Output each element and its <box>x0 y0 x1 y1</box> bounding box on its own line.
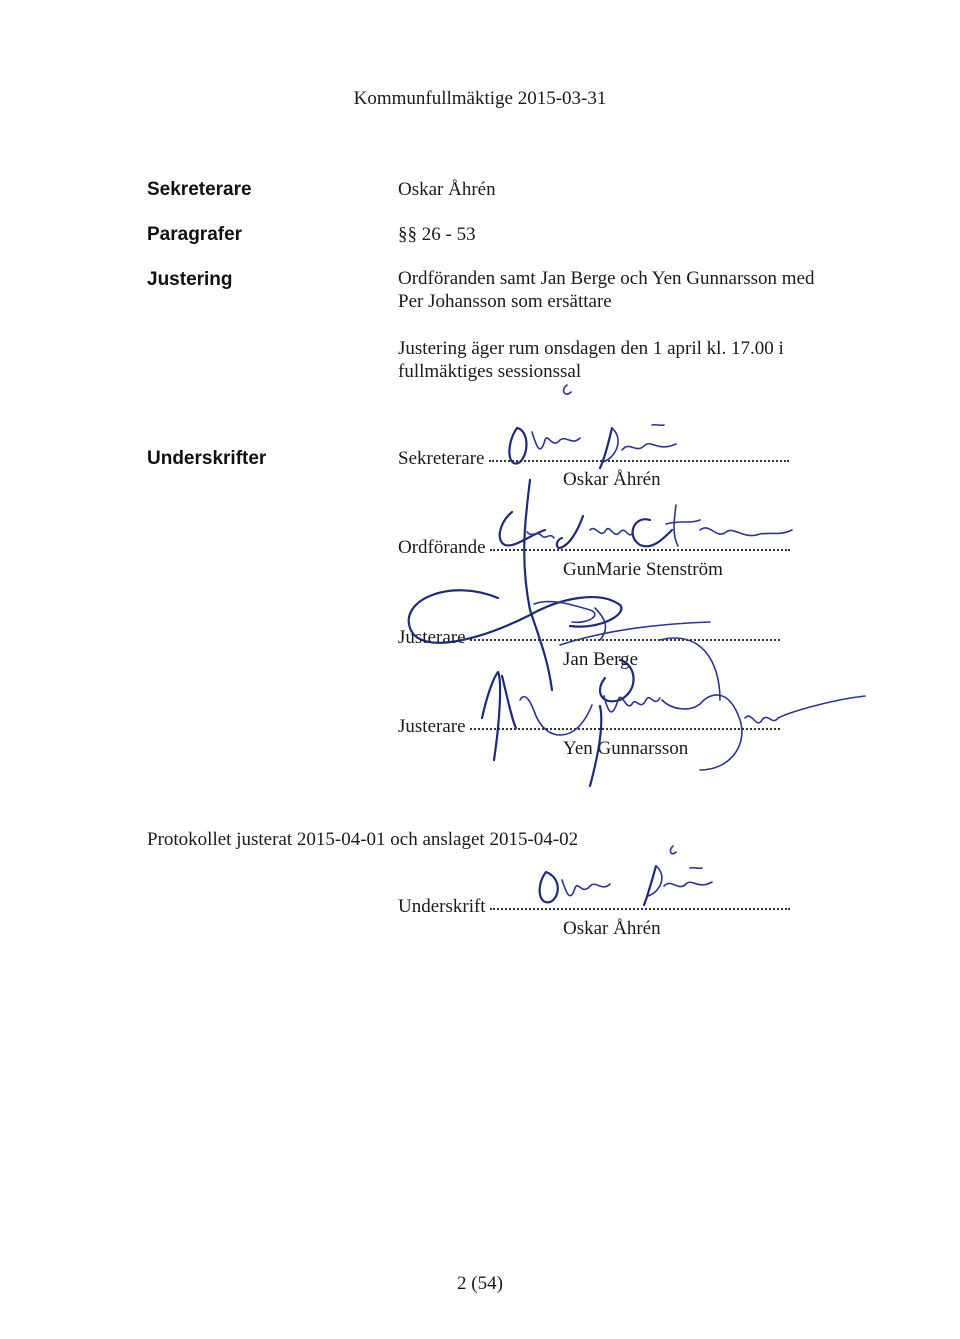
attestation-statement: Protokollet justerat 2015-04-01 och anslaget 2015-04-02 <box>147 829 579 850</box>
dotted-line <box>490 549 790 551</box>
dotted-line <box>490 908 790 910</box>
signature-line-adjuster-1 <box>398 627 780 649</box>
signature-name-secretary: Oskar Åhrén <box>563 469 661 490</box>
signature-name-attestation: Oskar Åhrén <box>563 918 661 939</box>
signature-name-adjuster-2: Yen Gunnarsson <box>563 738 689 759</box>
secretary-value: Oskar Åhrén <box>398 179 496 200</box>
signature-line-secretary <box>398 448 789 470</box>
signature-line-adjuster-2 <box>398 716 780 738</box>
signature-line-attestation <box>398 896 790 918</box>
signature-role: Sekreterare <box>398 448 485 469</box>
signature-role: Justerare <box>398 627 466 648</box>
dotted-line <box>489 460 789 462</box>
signature-ink-adjuster-1 <box>409 480 710 701</box>
page-number: 2 (54) <box>457 1273 503 1294</box>
document-header: Kommunfullmäktige 2015-03-31 <box>353 88 607 109</box>
signature-line-chair <box>398 537 790 559</box>
adjustment-when: Justering äger rum onsdagen den 1 april kl. 17.00 i fullmäktiges sessionssal <box>398 338 784 382</box>
signature-name-adjuster-1: Jan Berge <box>563 649 639 670</box>
dotted-line <box>470 728 780 730</box>
signature-name-chair: GunMarie Stenström <box>563 559 723 580</box>
adjustment-label: Justering <box>147 269 233 290</box>
signature-role: Underskrift <box>398 896 486 917</box>
signature-role: Ordförande <box>398 537 486 558</box>
signature-ink-adjuster-2 <box>482 638 865 786</box>
signature-role: Justerare <box>398 716 466 737</box>
adjustment-value: Ordföranden samt Jan Berge och Yen Gunnarsson med Per Johansson som ersättare <box>398 268 815 312</box>
signatures-label: Underskrifter <box>147 448 267 469</box>
paragraphs-label: Paragrafer <box>147 224 243 245</box>
paragraphs-value: §§ 26 - 53 <box>398 224 476 245</box>
dotted-line <box>470 639 780 641</box>
secretary-label: Sekreterare <box>147 179 252 200</box>
